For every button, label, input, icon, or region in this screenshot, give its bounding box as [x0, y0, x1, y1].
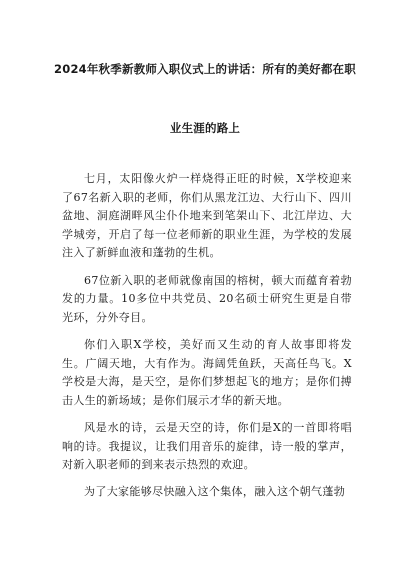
- paragraph: 67位新入职的老师就像南国的榕树，顿大而蕴育着勃发的力量。10多位中共党员、20名硕士研究生更是自带光环，分外夺目。: [62, 273, 352, 324]
- paragraph: 你们入职X学校，美好而又生动的育人故事即将发生。广阔天地，大有作为。海阔凭鱼跃，天高任鸟飞。X学校是大海，是天空，是你们梦想起飞的地方；是你们搏击人生的新场域；是你们展示才华的新天地。: [62, 337, 352, 407]
- paragraph: 风是水的诗，云是天空的诗，你们是X的一首即将唱响的诗。我提议，让我们用音乐的旋律，诗一般的掌声，对新入职老师的到来表示热烈的欢迎。: [62, 420, 352, 472]
- document-body: [62, 170, 352, 510]
- paragraph: 七月，太阳像火炉一样烧得正旺的时候，X学校迎来了67名新入职的老师，你们从黑龙江边、大行山下、四川盆地、洞庭湖畔风尘仆仆地来到笔架山下、北江岸边、大学城旁，开启了每一位老师新的职业生涯，为学校的发展注入了新鲜血液和蓬勃的生机。: [62, 172, 352, 260]
- paragraph: 为了大家能够尽快融入这个集体，融入这个朝气蓬勃: [84, 485, 346, 499]
- document-title-line-1: 2024年秋季新教师入职仪式上的讲话：所有的美好都在职: [54, 62, 356, 76]
- document-title-line-2: 业生涯的路上: [169, 121, 241, 135]
